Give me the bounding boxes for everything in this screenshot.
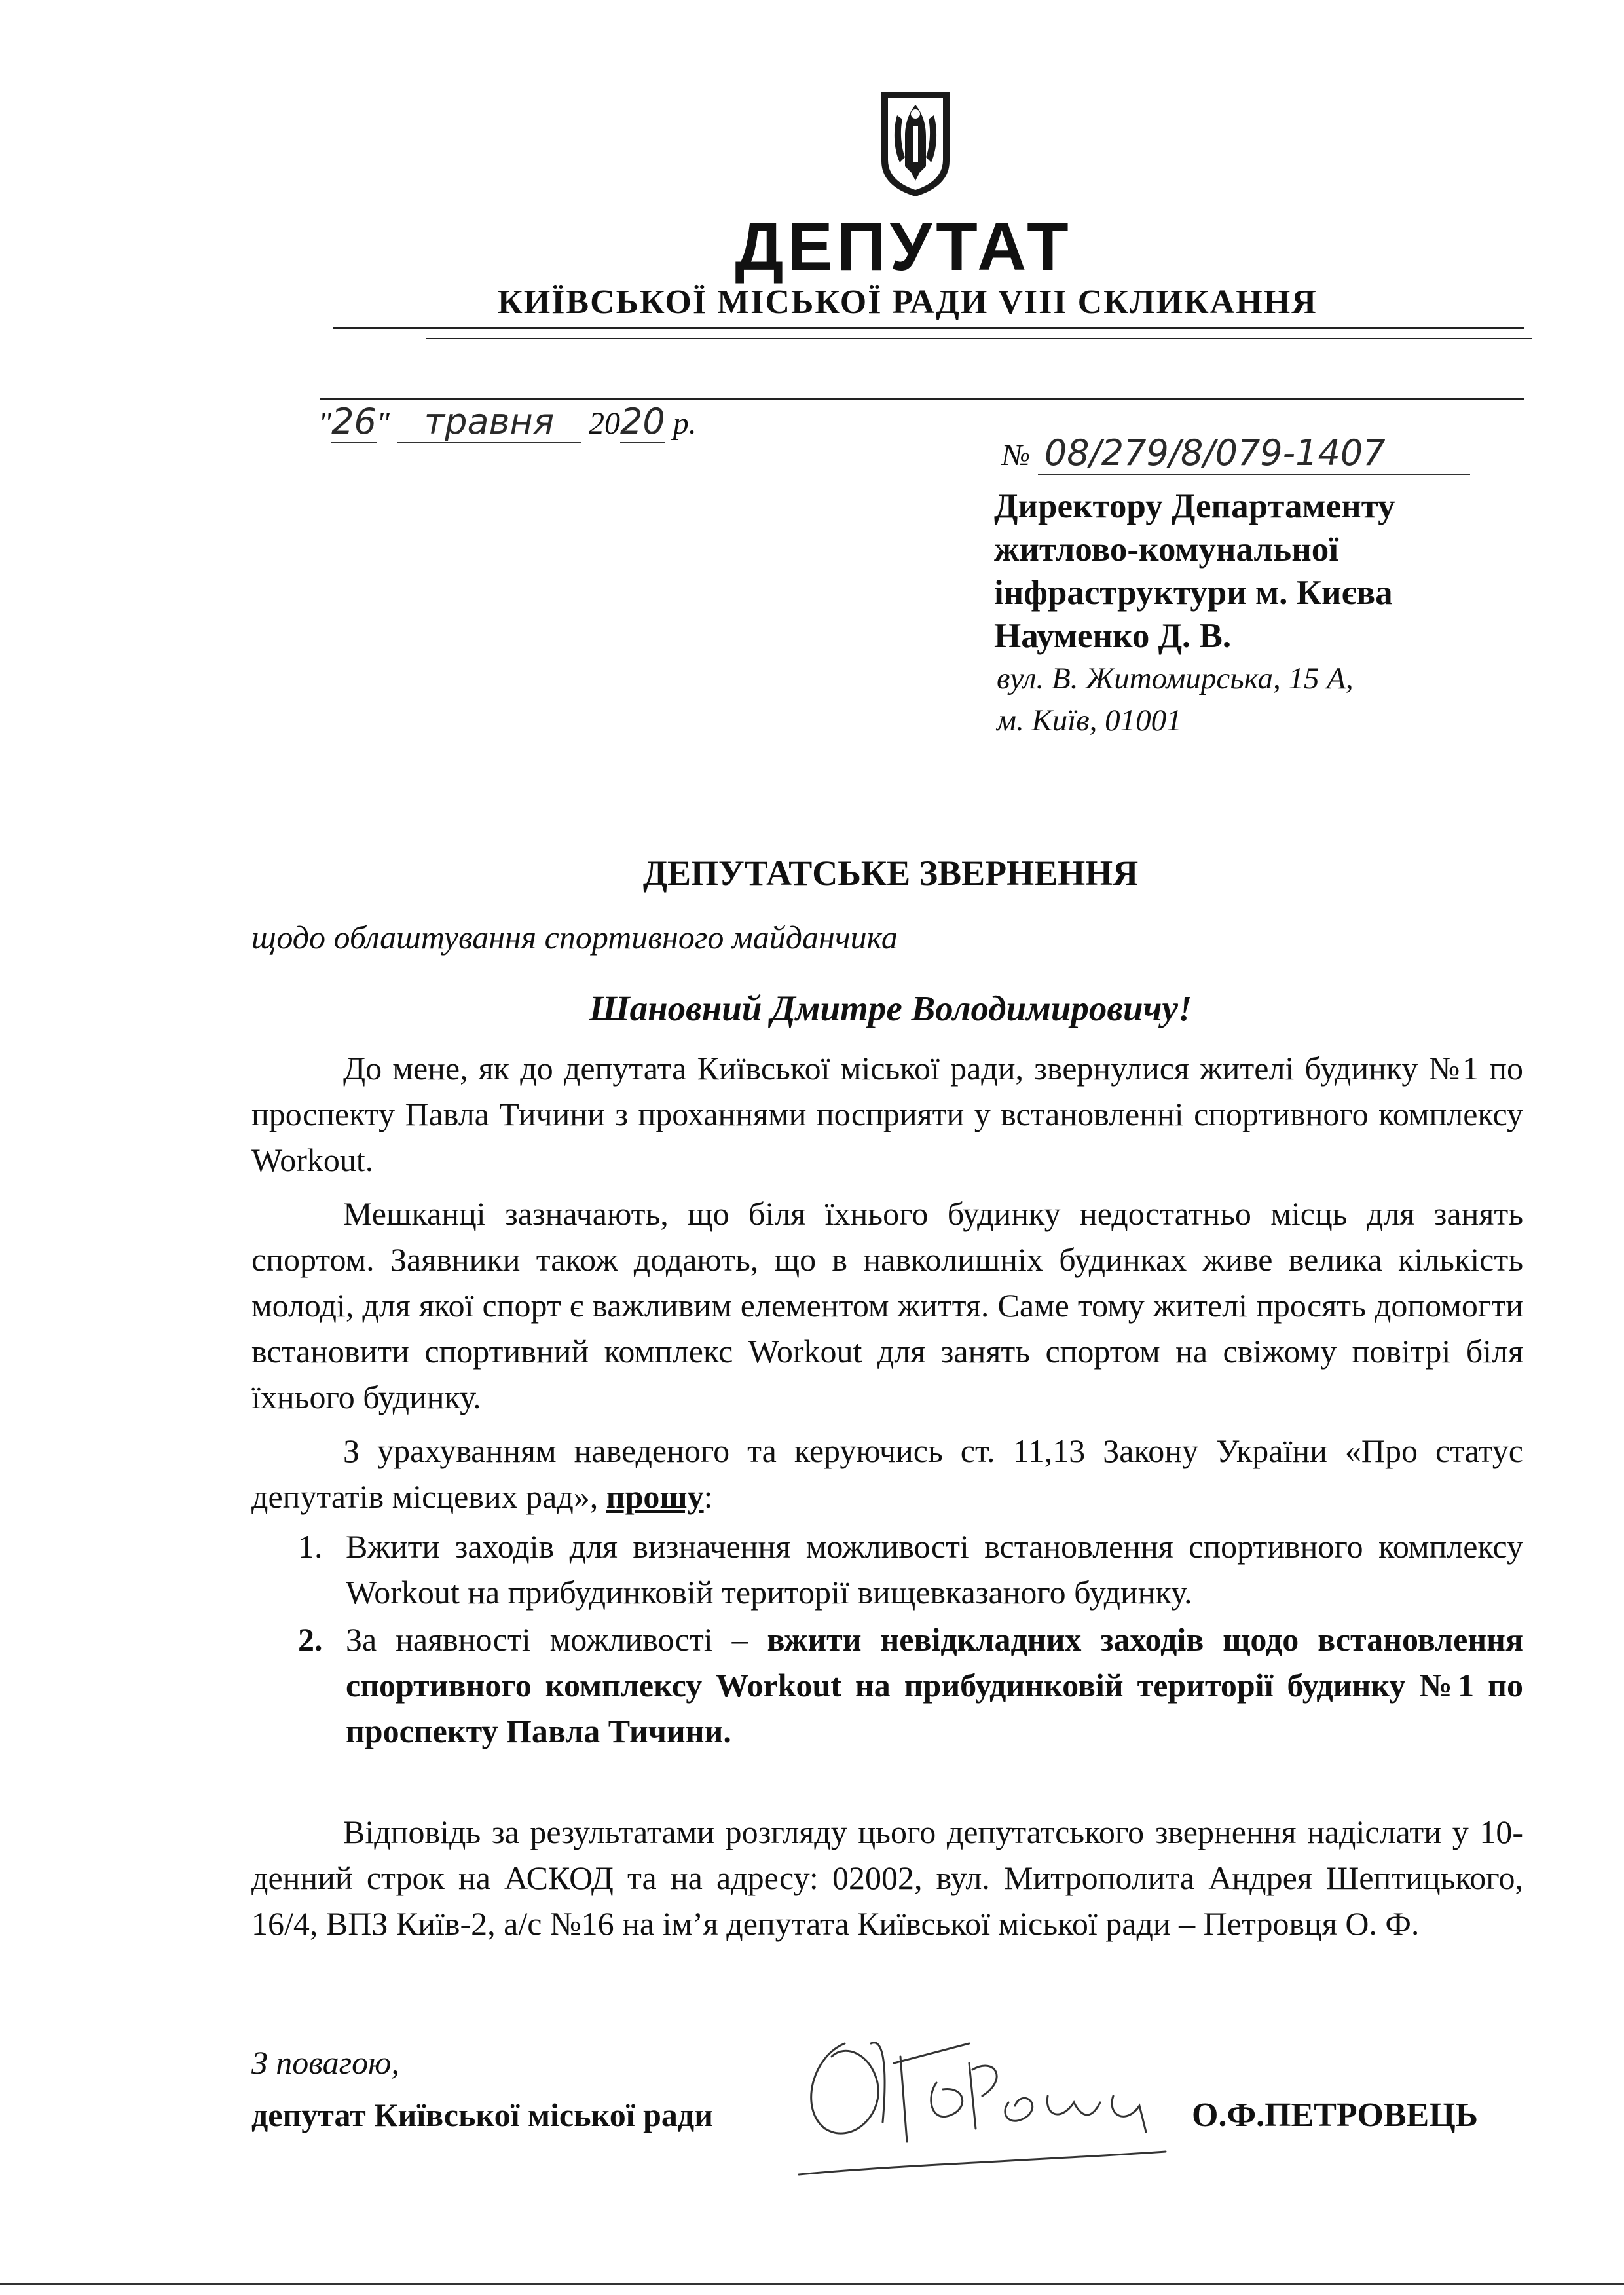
- list-item-number: 1.: [298, 1528, 323, 1565]
- date-month: травня: [397, 401, 581, 443]
- addressee-address-line: вул. В. Житомирська, 15 А,: [997, 662, 1354, 696]
- date-day: 26: [331, 401, 377, 442]
- request-colon: :: [703, 1478, 713, 1515]
- salutation: Шановний Дмитре Володимировичу!: [589, 988, 1192, 1028]
- closing-regards: З повагою,: [251, 2044, 399, 2081]
- addressee-line: житлово-комунальної: [994, 531, 1338, 569]
- body-paragraph: Відповідь за результатами розгляду цього депутатського звернення надіслати у 10-денний строк на АСКОД та на адресу: 02002, вул. Митрополита Андрея Шептицького, 16/4, ВПЗ Київ-2, а/с №16 на ім’я депутата Київської міської ради – Петровця О. Ф.: [251, 1814, 1523, 1942]
- body-paragraph-text: З урахуванням наведеного та керуючись ст. 11,13 Закону України «Про статус депутатів місцевих рад»,: [251, 1432, 1523, 1515]
- date-quote-close: ": [376, 406, 390, 441]
- list-item-text-wrapper: [346, 1616, 1523, 1754]
- request-list-item: [298, 1616, 1523, 1754]
- appeal-title: ДЕПУТАТСЬКЕ ЗВЕРНЕННЯ: [642, 853, 1139, 893]
- request-keyword: прошу: [606, 1478, 704, 1515]
- list-item-text: За наявності можливості –: [346, 1621, 748, 1658]
- addressee-line: Директору Департаменту: [994, 487, 1395, 525]
- date-year-suffix: 20: [620, 401, 665, 442]
- addressee-line: інфраструктури м. Києва: [994, 574, 1393, 612]
- page-bottom-edge: [0, 2283, 1624, 2285]
- appeal-subject: щодо облаштування спортивного майданчика: [251, 919, 898, 956]
- list-item-text: Вжити заходів для визначення можливості встановлення спортивного комплексу Workout на прибудинковій території вищевказаного будинку.: [346, 1528, 1523, 1611]
- addressee-block: [994, 485, 1583, 741]
- body-paragraph: До мене, як до депутата Київської міської ради, звернулися жителі будинку №1 по проспекту Павла Тичини з проханнями посприяти у встановленні спортивного комплексу Workout.: [251, 1050, 1523, 1178]
- date-suffix: р.: [673, 406, 697, 441]
- trident-coat-of-arms-icon: [879, 89, 952, 199]
- request-list-item: [298, 1523, 1523, 1615]
- header-subtitle: КИЇВСЬКОЇ МІСЬКОЇ РАДИ VIII СКЛИКАННЯ: [498, 284, 1318, 321]
- date-year-prefix: 20: [589, 406, 621, 441]
- date-quote-open: ": [318, 406, 332, 441]
- body-paragraph: [251, 1428, 1523, 1520]
- document-number-label: №: [1002, 438, 1031, 472]
- addressee-name: Науменко Д. В.: [994, 617, 1232, 655]
- signer-title: депутат Київської міської ради: [251, 2097, 714, 2133]
- date-divider: [320, 398, 1524, 400]
- header-divider-top: [333, 327, 1524, 329]
- addressee-address-line: м. Київ, 01001: [997, 703, 1182, 737]
- document-number: [1002, 432, 1470, 475]
- header-divider-middle: [426, 338, 1532, 339]
- signer-name: О.Ф.ПЕТРОВЕЦЬ: [1192, 2097, 1479, 2134]
- list-item-number: 2.: [298, 1621, 323, 1658]
- body-paragraph: Мешканці зазначають, що біля їхнього будинку недостатньо місць для занять спортом. Заявники також додають, що в навколишніх будинках живе велика кількість молоді, для якої спорт є важливим елементом життя. Саме тому жителі просять допомогти встановити спортивний комплекс Workout для занять спортом на свіжому повітрі біля їхнього будинку.: [251, 1195, 1523, 1415]
- document-number-value: 08/279/8/079-1407: [1038, 432, 1470, 475]
- header-title: ДЕПУТАТ: [735, 209, 1073, 285]
- list-item-bold-text: вжити невідкладних заходів щодо встановлення спортивного комплексу Workout на прибудинковій території будинку №1 по проспекту Павла Тичини.: [346, 1621, 1523, 1749]
- date-line: [318, 401, 697, 443]
- handwritten-signature: [773, 2017, 1192, 2207]
